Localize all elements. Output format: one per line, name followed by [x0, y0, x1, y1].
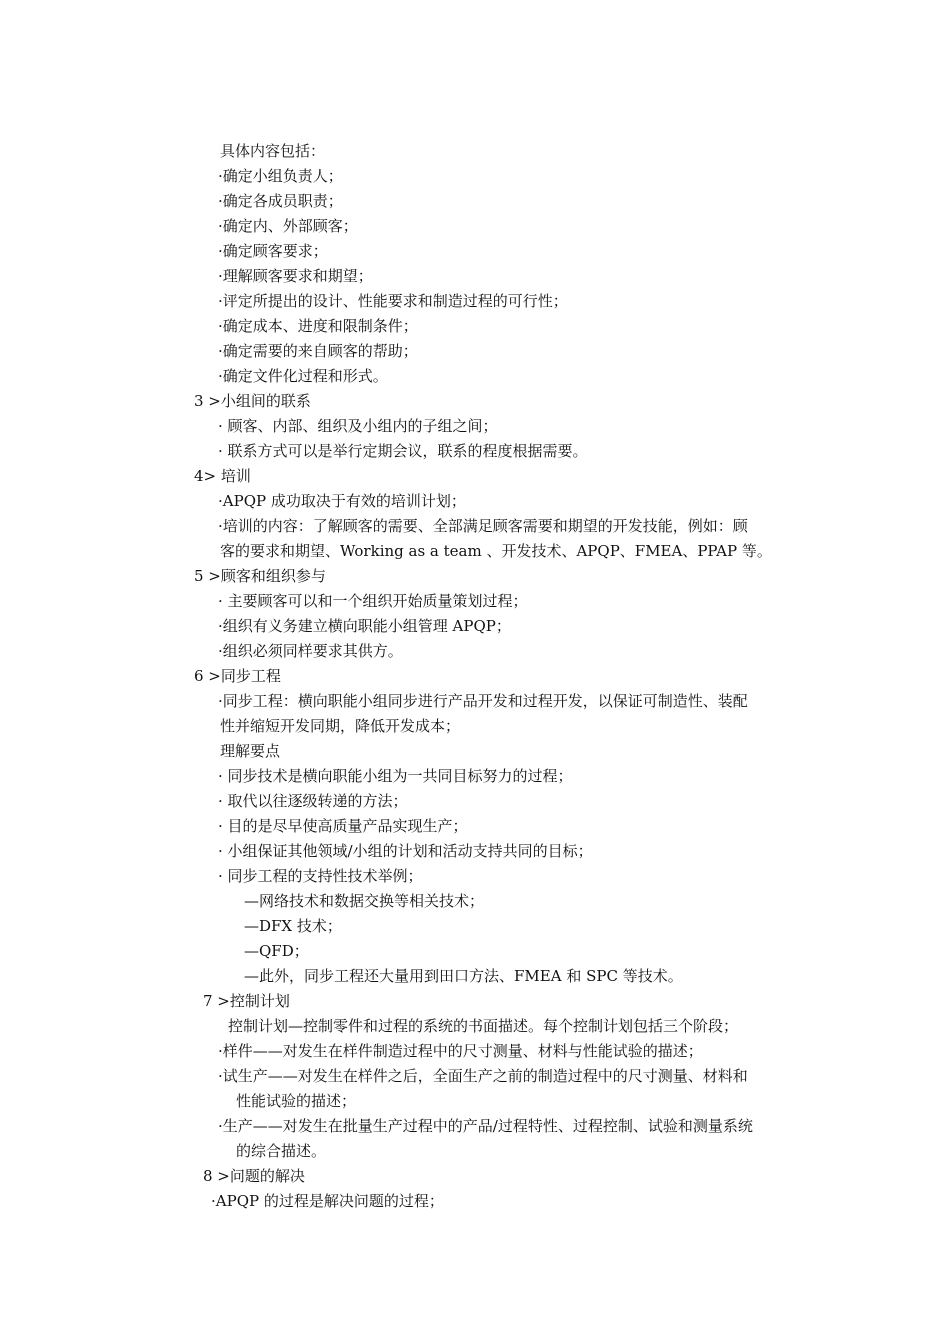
section-heading: 3 >小组间的联系 — [194, 392, 311, 410]
text-line: ·APQP 的过程是解决问题的过程； — [211, 1192, 444, 1210]
text-line: ·理解顾客要求和期望； — [218, 267, 373, 285]
text-line: ·培训的内容：了解顾客的需要、全部满足顾客需要和期望的开发技能，例如：顾 — [218, 517, 748, 535]
text-line: ·确定文件化过程和形式。 — [218, 367, 388, 385]
text-line: 性并缩短开发同期，降低开发成本； — [220, 717, 461, 735]
text-line: ·组织必须同样要求其供方。 — [218, 642, 403, 660]
text-line: ·评定所提出的设计、性能要求和制造过程的可行性； — [218, 292, 568, 310]
text-line: ·同步工程：横向职能小组同步进行产品开发和过程开发，以保证可制造性、装配 — [218, 692, 748, 710]
text-line: ·样件——对发生在样件制造过程中的尺寸测量、材料与性能试验的描述； — [218, 1042, 703, 1060]
text-line: —DFX 技术； — [244, 917, 342, 935]
text-line: · 顾客、内部、组织及小组内的子组之间； — [218, 417, 498, 435]
section-heading: 4> 培训 — [194, 467, 251, 485]
text-line: · 目的是尽早使高质量产品实现生产； — [218, 817, 468, 835]
text-line: · 取代以往逐级转递的方法； — [218, 792, 408, 810]
text-line: · 同步技术是横向职能小组为一共同目标努力的过程； — [218, 767, 573, 785]
text-line: ·组织有义务建立横向职能小组管理 APQP； — [218, 617, 511, 635]
text-line: ·确定各成员职责； — [218, 192, 343, 210]
text-line: ·确定需要的来自顾客的帮助； — [218, 342, 418, 360]
text-line: ·确定内、外部顾客； — [218, 217, 358, 235]
text-line: —网络技术和数据交换等相关技术； — [244, 892, 485, 910]
section-heading: 8 >问题的解决 — [203, 1167, 305, 1185]
text-line: ·确定顾客要求； — [218, 242, 328, 260]
text-line: · 同步工程的支持性技术举例； — [218, 867, 423, 885]
text-line: —QFD； — [244, 942, 309, 960]
section-heading: 6 >同步工程 — [194, 667, 281, 685]
text-line: 具体内容包括： — [220, 142, 326, 160]
text-line: ·确定成本、进度和限制条件； — [218, 317, 418, 335]
text-line: 控制计划—控制零件和过程的系统的书面描述。每个控制计划包括三个阶段； — [228, 1017, 739, 1035]
text-line: 客的要求和期望、Working as a team 、开发技术、APQP、FMEA、PPAP 等。 — [220, 542, 772, 560]
text-line: · 主要顾客可以和一个组织开始质量策划过程； — [218, 592, 528, 610]
text-line: · 联系方式可以是举行定期会议，联系的程度根据需要。 — [218, 442, 588, 460]
text-line: —此外，同步工程还大量用到田口方法、FMEA 和 SPC 等技术。 — [244, 967, 683, 985]
text-line: ·APQP 成功取决于有效的培训计划； — [218, 492, 466, 510]
text-line: ·确定小组负责人； — [218, 167, 343, 185]
section-heading: 7 >控制计划 — [203, 992, 290, 1010]
text-line: 理解要点 — [220, 742, 281, 760]
text-line: 的综合描述。 — [236, 1142, 327, 1160]
section-heading: 5 >顾客和组织参与 — [194, 567, 326, 585]
text-line: 性能试验的描述； — [236, 1092, 357, 1110]
text-line: ·生产——对发生在批量生产过程中的产品/过程特性、过程控制、试验和测量系统 — [218, 1117, 753, 1135]
text-line: ·试生产——对发生在样件之后，全面生产之前的制造过程中的尺寸测量、材料和 — [218, 1067, 748, 1085]
text-line: · 小组保证其他领域/小组的计划和活动支持共同的目标； — [218, 842, 593, 860]
